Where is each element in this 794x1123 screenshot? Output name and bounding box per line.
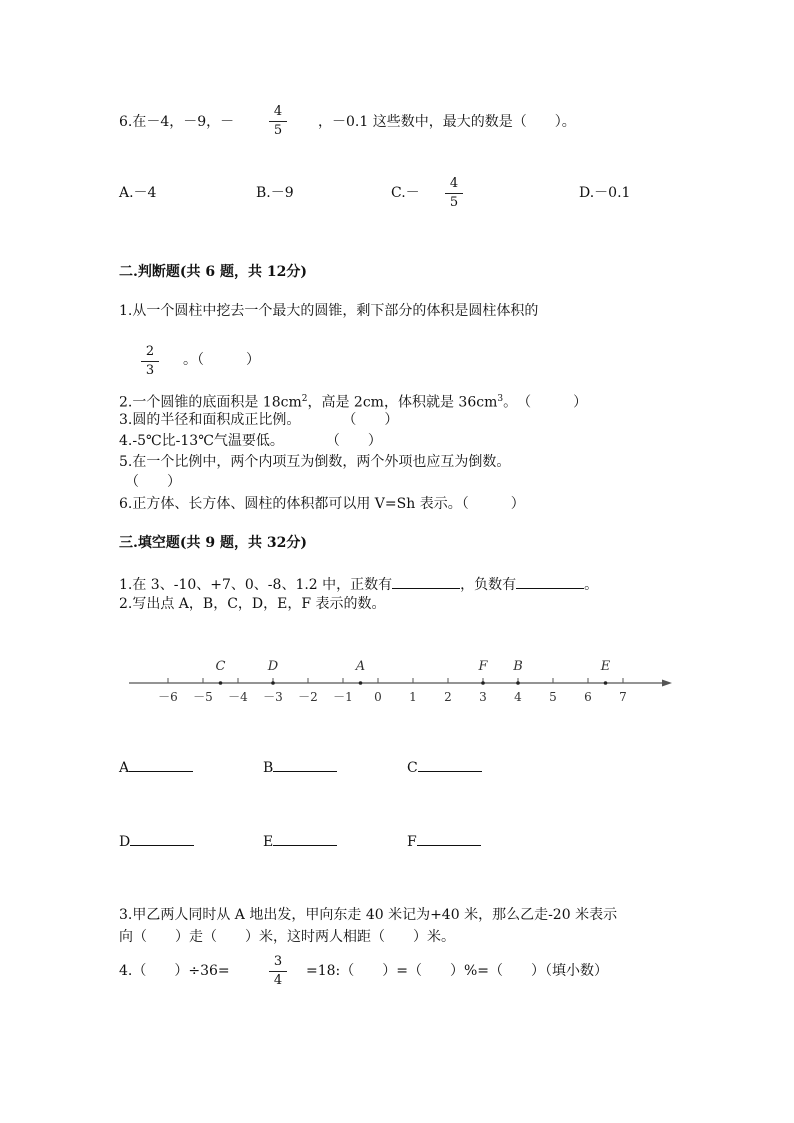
answer-e-blank[interactable] xyxy=(273,831,337,846)
tick-label: 3 xyxy=(479,690,487,704)
tick-label: －4 xyxy=(228,690,248,704)
s2-q2-part-c: 。 （ ） xyxy=(503,394,588,411)
s3-q1 xyxy=(119,574,598,595)
point-a-label: A xyxy=(355,659,366,674)
q6-option-a[interactable]: A.－4 xyxy=(119,185,157,201)
tick-label: 1 xyxy=(409,690,417,704)
s3-q1-part-b: ，负数有 xyxy=(460,577,517,593)
answer-f-label: F xyxy=(407,834,417,850)
s3-q4-fraction xyxy=(266,954,290,989)
point-e-label: E xyxy=(600,659,611,674)
tick-label: 0 xyxy=(374,690,382,704)
fraction-bar xyxy=(269,121,287,122)
s2-q2-part-b: ，高是 2cm，体积就是 36cm xyxy=(307,394,498,411)
s2-q5-paren: （ ） xyxy=(125,474,181,490)
fraction-bar xyxy=(445,193,463,194)
s3-q3-line1: 3.甲乙两人同时从 A 地出发，甲向东走 40 米记为+40 米，那么乙走-20 米表示 xyxy=(119,907,618,923)
answer-a xyxy=(119,757,193,778)
answer-f-blank[interactable] xyxy=(417,831,481,846)
answer-b-label: B xyxy=(263,760,274,776)
tick-label: －2 xyxy=(298,690,318,704)
point-b-dot xyxy=(516,681,520,685)
tick-label: 7 xyxy=(619,690,627,704)
point-a-dot xyxy=(359,681,363,685)
answer-a-label: A xyxy=(119,760,130,776)
point-f-dot xyxy=(481,681,485,685)
s2-q1-text: 1.从一个圆柱中挖去一个最大的圆锥，剩下部分的体积是圆柱体积的 xyxy=(119,303,539,319)
number-line-arrowhead xyxy=(662,680,672,687)
tick-label: －5 xyxy=(193,690,213,704)
point-d-label: D xyxy=(267,659,279,674)
answer-c-blank[interactable] xyxy=(418,757,482,772)
point-e-dot xyxy=(604,681,608,685)
tick-label: 5 xyxy=(549,690,557,704)
s3-q1-part-a: 1.在 3、-10、+7、0、-8、1.2 中，正数有 xyxy=(119,577,393,593)
s2-q3: 3.圆的半径和面积成正比例。 （ ） xyxy=(119,412,399,428)
q6-opt-c-num: 4 xyxy=(449,176,459,191)
answer-c-label: C xyxy=(407,760,418,776)
answer-d-blank[interactable] xyxy=(130,831,194,846)
q6-option-b[interactable]: B.－9 xyxy=(256,185,294,201)
tick-label: 2 xyxy=(444,690,452,704)
s2-q2-sup1: 2 xyxy=(301,394,308,404)
answer-f xyxy=(407,831,481,852)
point-b-label: B xyxy=(513,659,523,674)
answer-b xyxy=(263,757,337,778)
q6-option-c-fraction xyxy=(442,176,466,211)
q6-fraction xyxy=(266,104,290,139)
answer-a-blank[interactable] xyxy=(129,757,193,772)
q6-suffix: ，－0.1 这些数中，最大的数是（ ）。 xyxy=(318,114,576,130)
answer-d-label: D xyxy=(119,834,131,850)
s3-q4-part-b: =18:（ ）=（ ）%=（ ）（填小数） xyxy=(306,963,609,979)
tick-label: －3 xyxy=(263,690,283,704)
point-c-dot xyxy=(219,681,223,685)
q6-frac-den: 5 xyxy=(273,123,283,138)
s2-q6: 6.正方体、长方体、圆柱的体积都可以用 V=Sh 表示。（ ） xyxy=(119,496,525,512)
s2-q2-part-a: 2.一个圆锥的底面积是 18cm xyxy=(119,394,302,411)
s3-q4-part-a: 4.（ ）÷36= xyxy=(119,963,230,979)
fraction-bar xyxy=(141,361,159,362)
q6-prefix: 6.在－4，－9，－ xyxy=(119,114,235,130)
q6-option-d[interactable]: D.－0.1 xyxy=(579,185,631,201)
tick-label: －1 xyxy=(333,690,353,704)
s3-q4-num: 3 xyxy=(273,954,283,969)
tick-label: 6 xyxy=(584,690,592,704)
answer-b-blank[interactable] xyxy=(273,757,337,772)
tick-label: 4 xyxy=(514,690,522,704)
q6-frac-num: 4 xyxy=(273,104,283,119)
s2-q1-den: 3 xyxy=(145,363,155,378)
answer-d xyxy=(119,831,194,852)
s3-q3-line2: 向（ ）走（ ）米，这时两人相距（ ）米。 xyxy=(119,929,455,945)
s3-q1-part-c: 。 xyxy=(584,577,599,593)
s3-q4-den: 4 xyxy=(273,973,283,988)
tick-label: －6 xyxy=(158,690,178,704)
section3-heading: 三.填空题(共 9 题，共 32分) xyxy=(119,535,307,551)
negative-answer-blank[interactable] xyxy=(516,574,584,589)
point-c-label: C xyxy=(215,659,226,674)
q6-opt-c-den: 5 xyxy=(449,195,459,210)
s2-q5: 5.在一个比例中，两个内项互为倒数，两个外项也应互为倒数。 xyxy=(119,454,511,470)
s2-q2-sup2: 3 xyxy=(497,394,504,404)
s2-q1-fraction xyxy=(138,344,162,379)
s2-q1-num: 2 xyxy=(145,344,155,359)
positive-answer-blank[interactable] xyxy=(392,574,460,589)
section2-heading: 二.判断题(共 6 题，共 12分) xyxy=(119,264,307,280)
s2-q1-tail: 。（ ） xyxy=(183,352,260,368)
point-d-dot xyxy=(271,681,275,685)
s3-q2: 2.写出点 A，B，C，D，E，F 表示的数。 xyxy=(119,596,386,612)
point-f-label: F xyxy=(478,659,488,674)
answer-c xyxy=(407,757,482,778)
q6-option-c[interactable]: C.－ xyxy=(391,185,420,201)
s2-q4: 4.-5℃比-13℃气温要低。 （ ） xyxy=(119,433,382,449)
answer-e xyxy=(263,831,337,852)
answer-e-label: E xyxy=(263,834,274,850)
number-line xyxy=(0,650,794,710)
fraction-bar xyxy=(269,971,287,972)
